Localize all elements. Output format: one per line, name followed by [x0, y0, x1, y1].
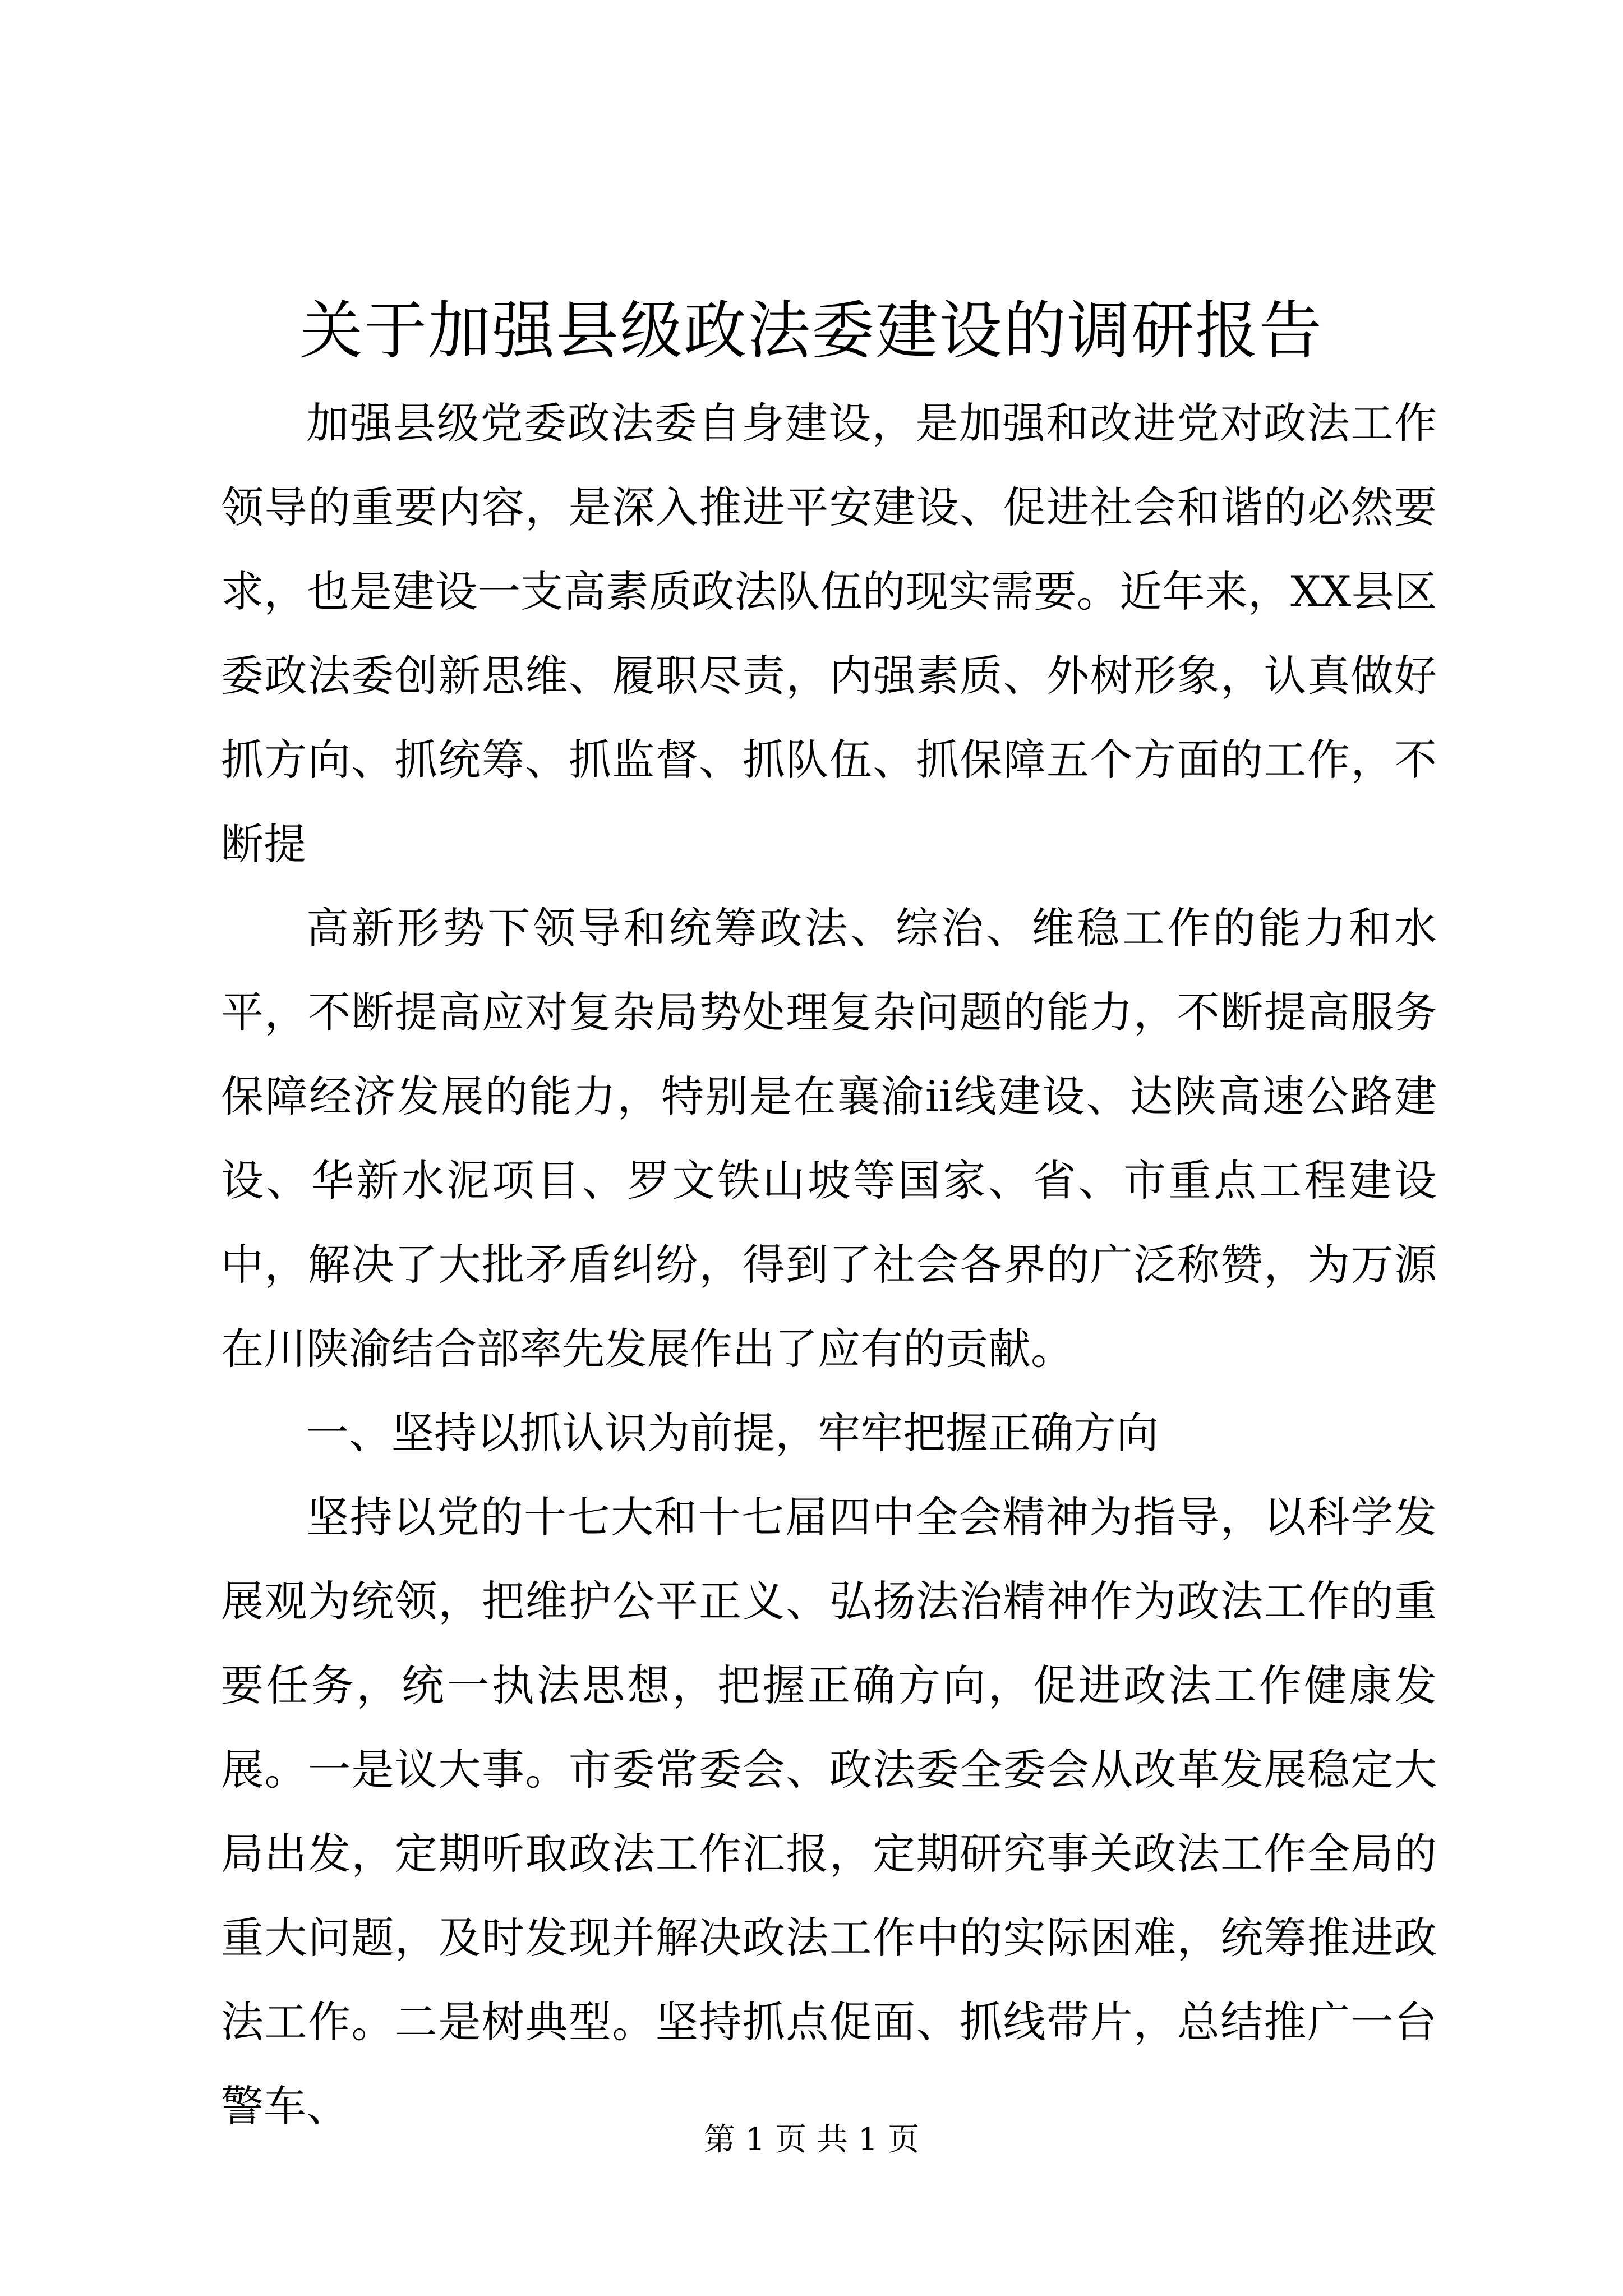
- paragraph-section-1: 坚持以党的十七大和十七届四中全会精神为指导，以科学发展观为统领，把维护公平正义、弘扬法治精神作为政法工作的重要任务，统一执法思想，把握正确方向，促进政法工作健康发展。一是议大事。市委常委会、政法委全委会从改革发展稳定大局出发，定期听取政法工作汇报，定期研究事关政法工作全局的重大问题，及时发现并解决政法工作中的实际困难，统筹推进政法工作。二是树典型。坚持抓点促面、抓线带片，总结推广一台警车、: [221, 1492, 1437, 2131]
- paragraph-achievements: 高新形势下领导和统筹政法、综治、维稳工作的能力和水平，不断提高应对复杂局势处理复杂问题的能力，不断提高服务保障经济发展的能力，特别是在襄渝ii线建设、达陕高速公路建设、华新水泥项目、罗文铁山坡等国家、省、市重点工程建设中，解决了大批矛盾纠纷，得到了社会各界的广泛称赞，为万源在川陕渝结合部率先发展作出了应有的贡献。: [221, 903, 1437, 1374]
- page-footer: 第 1 页 共 1 页: [703, 2122, 920, 2158]
- document-title: 关于加强县级政法委建设的调研报告: [300, 295, 1323, 367]
- paragraph-intro: 加强县级党委政法委自身建设，是加强和改进党对政法工作领导的重要内容，是深入推进平安建设、促进社会和谐的必然要求，也是建设一支高素质政法队伍的现实需要。近年来，XX县区委政法委创新思维、履职尽责，内强素质、外树形象，认真做好抓方向、抓统筹、抓监督、抓队伍、抓保障五个方面的工作，不断提: [221, 398, 1437, 869]
- section-heading-1: 一、坚持以抓认识为前提，牢牢把握正确方向: [306, 1408, 1159, 1458]
- document-body: [221, 381, 1437, 2148]
